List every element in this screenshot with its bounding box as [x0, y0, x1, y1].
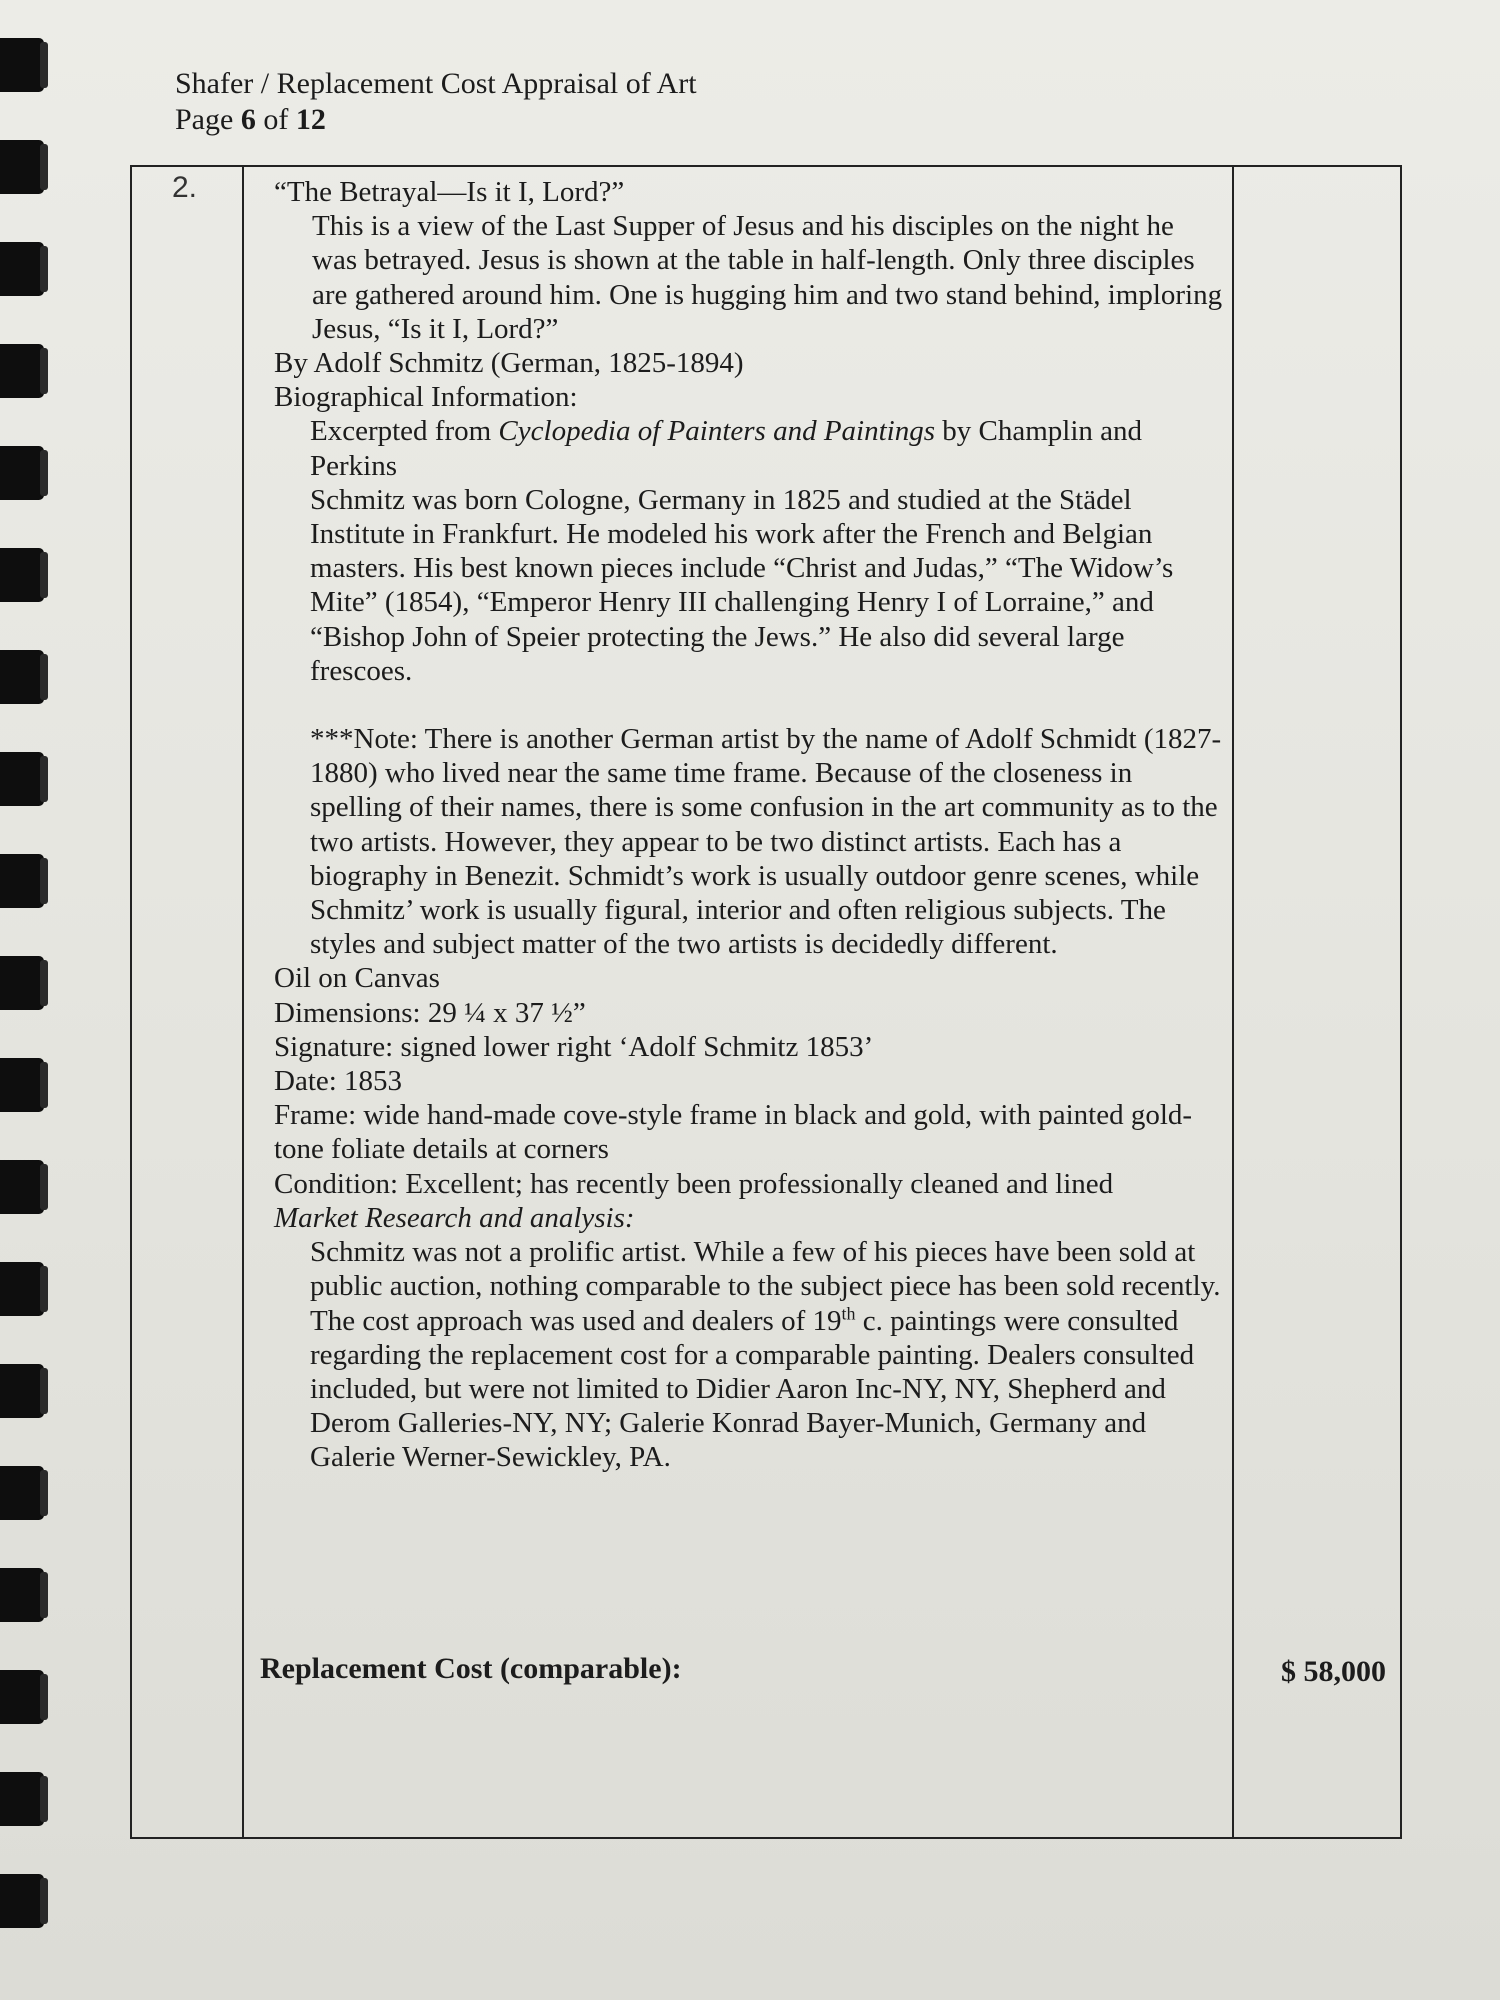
binding-ring: [0, 854, 44, 908]
item-number-column: [132, 167, 244, 1837]
signature: Signature: signed lower right ‘Adolf Schmitz 1853’: [274, 1030, 874, 1063]
binding-ring: [0, 140, 44, 194]
page-header: [175, 66, 697, 138]
market-text: Schmitz was not a prolific artist. While a few of his pieces have been sold at public auction, nothing comparable to the subject piece has been sold recently. The cost approach was used and dealers of 19th c. paintings were consulted regarding the replacement cost for a comparable painting. Dealers consulted included, but were not limited to Didier Aaron Inc-NY, NY, Shepherd and Derom Galleries-NY, NY; Galerie Konrad Bayer-Munich, Germany and Galerie Werner-Sewickley, PA.: [310, 1236, 1221, 1474]
binding-ring: [0, 242, 44, 296]
condition: Condition: Excellent; has recently been professionally cleaned and lined: [274, 1167, 1114, 1200]
artwork-description: This is a view of the Last Supper of Jesus and his disciples on the night he was betrayed. Jesus is shown at the table in half-length. Only three disciples are gathered around him. One is hugging him and two stand behind, imploring Jesus, “Is it I, Lord?”: [312, 210, 1223, 345]
paragraph-gap: [274, 688, 1224, 722]
binding-ring: [0, 1466, 44, 1520]
binding-ring: [0, 344, 44, 398]
spiral-binding: [0, 0, 60, 2000]
page-total: 12: [295, 103, 326, 136]
binding-ring: [0, 446, 44, 500]
bio-heading: Biographical Information:: [274, 381, 578, 414]
replacement-cost-label: Replacement Cost (comparable):: [260, 1652, 682, 1685]
bio-source-title: Cyclopedia of Painters and Paintings: [498, 415, 935, 448]
item-number: 2.: [172, 171, 198, 204]
binding-ring: [0, 1364, 44, 1418]
medium: Oil on Canvas: [274, 962, 440, 995]
bio-text: Schmitz was born Cologne, Germany in 1825 and studied at the Städel Institute in Frankfurt. He modeled his work after the French and Belgian masters. His best known pieces include “Christ and Judas,” “The Widow’s Mite” (1854), “Emperor Henry III challenging Henry I of Lorraine,” and “Bishop John of Speier protecting the Jews.” He also did several large frescoes.: [310, 483, 1174, 687]
binding-ring: [0, 1262, 44, 1316]
date: Date: 1853: [274, 1065, 403, 1098]
page-number: Page 6 of 12: [175, 103, 326, 136]
artist-note: ***Note: There is another German artist by the name of Adolf Schmidt (1827-1880) who lived near the same time frame. Because of the closeness in spelling of their names, there is some confusion in the art community as to the two artists. However, they appear to be two distinct artists. Each has a biography in Benezit. Schmidt’s work is usually outdoor genre scenes, while Schmitz’ work is usually figural, interior and often religious subjects. The styles and subject matter of the two artists is decidedly different.: [310, 723, 1222, 961]
binding-ring: [0, 1772, 44, 1826]
binding-ring: [0, 1058, 44, 1112]
binding-ring: [0, 956, 44, 1010]
cost-column: [1234, 167, 1402, 1837]
binding-ring: [0, 752, 44, 806]
replacement-cost-value: $ 58,000: [1281, 1655, 1386, 1688]
binding-ring: [0, 1670, 44, 1724]
artist-line: By Adolf Schmitz (German, 1825-1894): [274, 347, 744, 380]
binding-ring: [0, 38, 44, 92]
binding-ring: [0, 1874, 44, 1928]
market-heading: Market Research and analysis:: [274, 1201, 635, 1234]
appraisal-table: [130, 165, 1402, 1839]
item-description: [274, 175, 1224, 1475]
binding-ring: [0, 1160, 44, 1214]
item-description-column: [244, 167, 1234, 1837]
binding-ring: [0, 650, 44, 704]
bio-source: Excerpted from Cyclopedia of Painters and Paintings by Champlin and Perkins: [310, 415, 1143, 482]
page-current: 6: [240, 103, 256, 136]
document-title: Shafer / Replacement Cost Appraisal of Art: [175, 67, 697, 100]
binding-ring: [0, 1568, 44, 1622]
frame: Frame: wide hand-made cove-style frame in black and gold, with painted gold-tone foliate details at corners: [274, 1099, 1193, 1166]
binding-ring: [0, 548, 44, 602]
dimensions: Dimensions: 29 ¼ x 37 ½”: [274, 996, 586, 1029]
artwork-title: “The Betrayal—Is it I, Lord?”: [274, 176, 625, 208]
